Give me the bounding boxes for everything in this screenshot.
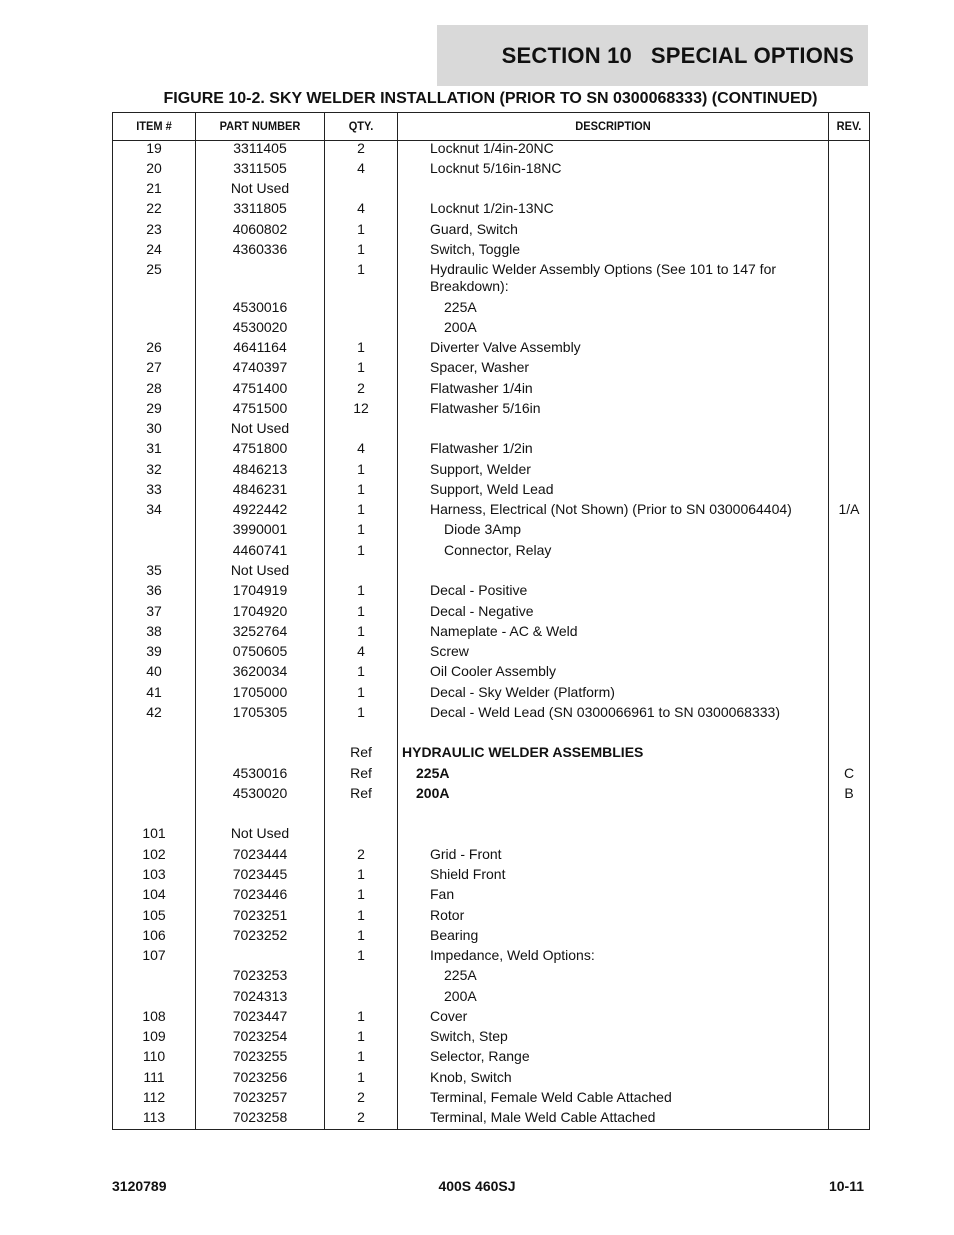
description-cell: Guard, Switch bbox=[430, 221, 518, 237]
header-rev: REV. bbox=[836, 119, 862, 133]
part-number-cell: 7023254 bbox=[232, 1028, 288, 1044]
description-cell: Decal - Sky Welder (Platform) bbox=[430, 684, 615, 700]
header-item: ITEM # bbox=[136, 119, 172, 133]
qty-cell: 1 bbox=[357, 927, 365, 943]
qty-cell: 1 bbox=[357, 947, 365, 963]
qty-cell: 1 bbox=[357, 684, 365, 700]
table-row bbox=[113, 603, 869, 623]
part-number-cell: 4846213 bbox=[232, 461, 288, 477]
qty-cell: 1 bbox=[357, 1069, 365, 1085]
table-row bbox=[113, 200, 869, 220]
description-cell: Nameplate - AC & Weld bbox=[430, 623, 578, 639]
model-name: 400S 460SJ bbox=[438, 1178, 516, 1194]
qty-cell: 4 bbox=[357, 643, 365, 659]
item-cell: 24 bbox=[146, 241, 162, 257]
part-number-cell: 3990001 bbox=[232, 521, 288, 537]
description-cell: Support, Welder bbox=[430, 461, 531, 477]
table-row bbox=[113, 521, 869, 541]
part-number-cell: 3620034 bbox=[232, 663, 288, 679]
qty-cell: 1 bbox=[357, 623, 365, 639]
table-row bbox=[113, 562, 869, 582]
qty-cell: 4 bbox=[357, 160, 365, 176]
part-number-cell: 1705305 bbox=[232, 704, 288, 720]
table-row bbox=[113, 1028, 869, 1048]
part-number-cell: 7023446 bbox=[232, 886, 288, 902]
doc-number: 3120789 bbox=[112, 1178, 167, 1194]
item-cell: 23 bbox=[146, 221, 162, 237]
table-row bbox=[113, 623, 869, 643]
section-title: SECTION 10 SPECIAL OPTIONS bbox=[501, 42, 854, 68]
part-number-cell: 4530016 bbox=[232, 299, 288, 315]
item-cell: 31 bbox=[146, 440, 162, 456]
description-cell: Oil Cooler Assembly bbox=[430, 663, 557, 679]
item-cell: 29 bbox=[146, 400, 162, 416]
section-header bbox=[437, 25, 868, 86]
part-number-cell: 1704919 bbox=[232, 582, 288, 598]
table-row bbox=[113, 319, 869, 339]
qty-cell: 2 bbox=[357, 140, 365, 156]
description-cell: HYDRAULIC WELDER ASSEMBLIES bbox=[402, 744, 644, 760]
qty-cell: 2 bbox=[357, 846, 365, 862]
item-cell: 22 bbox=[146, 200, 162, 216]
qty-cell: 4 bbox=[357, 440, 365, 456]
description-cell: Hydraulic Welder Assembly Options (See 101 to 147 for Breakdown): bbox=[430, 261, 777, 294]
part-number-cell: 3311505 bbox=[233, 160, 287, 176]
table-row bbox=[113, 261, 869, 294]
qty-cell: 1 bbox=[357, 663, 365, 679]
table-row bbox=[113, 643, 869, 663]
qty-cell: 1 bbox=[357, 886, 365, 902]
part-number-cell: Not Used bbox=[230, 420, 290, 436]
item-cell: 32 bbox=[146, 461, 162, 477]
description-cell: Screw bbox=[430, 643, 469, 659]
table-row bbox=[113, 359, 869, 379]
table-row bbox=[113, 440, 869, 460]
item-cell: 101 bbox=[142, 825, 166, 841]
description-cell: Spacer, Washer bbox=[430, 359, 530, 375]
table-row bbox=[113, 339, 869, 359]
item-cell: 106 bbox=[142, 927, 166, 943]
item-cell: 26 bbox=[146, 339, 162, 355]
rev-cell: C bbox=[843, 765, 855, 781]
item-cell: 20 bbox=[146, 160, 162, 176]
description-cell: Support, Weld Lead bbox=[430, 481, 554, 497]
item-cell: 109 bbox=[142, 1028, 166, 1044]
description-cell: Cover bbox=[430, 1008, 468, 1024]
part-number-cell: 7023251 bbox=[232, 907, 288, 923]
item-cell: 42 bbox=[146, 704, 162, 720]
part-number-cell: 7023447 bbox=[232, 1008, 288, 1024]
qty-cell: 2 bbox=[357, 1109, 365, 1125]
table-row bbox=[113, 988, 869, 1008]
table-row bbox=[113, 663, 869, 683]
qty-cell: 1 bbox=[357, 1028, 365, 1044]
qty-cell: 1 bbox=[357, 241, 365, 257]
table-row bbox=[113, 927, 869, 947]
qty-cell: Ref bbox=[350, 765, 372, 781]
part-number-cell: 4530020 bbox=[232, 319, 288, 335]
item-cell: 38 bbox=[146, 623, 162, 639]
table-row bbox=[113, 967, 869, 987]
part-number-cell: 7023444 bbox=[232, 846, 288, 862]
qty-cell: 1 bbox=[357, 542, 365, 558]
item-cell: 25 bbox=[146, 261, 162, 277]
part-number-cell: 7023445 bbox=[232, 866, 288, 882]
table-row bbox=[113, 299, 869, 319]
qty-cell: 1 bbox=[357, 461, 365, 477]
qty-cell: 1 bbox=[357, 1048, 365, 1064]
description-cell: Bearing bbox=[430, 927, 479, 943]
table-row bbox=[113, 180, 869, 200]
qty-cell: 12 bbox=[353, 400, 369, 416]
description-cell: Flatwasher 1/4in bbox=[430, 380, 533, 396]
description-cell: Locknut 1/4in-20NC bbox=[430, 140, 554, 156]
description-cell: Decal - Positive bbox=[430, 582, 528, 598]
table-row bbox=[113, 825, 869, 845]
table-row bbox=[113, 241, 869, 261]
part-number-cell: 4460741 bbox=[232, 542, 288, 558]
table-row bbox=[113, 221, 869, 241]
description-cell: Diode 3Amp bbox=[444, 521, 522, 537]
description-cell: 200A bbox=[444, 988, 477, 1004]
figure-title: FIGURE 10-2. SKY WELDER INSTALLATION (PRIOR TO SN 0300068333) (CONTINUED) bbox=[163, 90, 818, 107]
table-row bbox=[113, 501, 869, 521]
qty-cell: 1 bbox=[357, 221, 365, 237]
description-cell: Decal - Negative bbox=[430, 603, 534, 619]
table-row bbox=[113, 744, 869, 764]
description-cell: 200A bbox=[416, 785, 450, 801]
table-row bbox=[113, 785, 869, 805]
table-row bbox=[113, 846, 869, 866]
description-cell: Locknut 1/2in-13NC bbox=[430, 200, 554, 216]
item-cell: 102 bbox=[142, 846, 166, 862]
qty-cell: 1 bbox=[357, 704, 365, 720]
description-cell: Diverter Valve Assembly bbox=[430, 339, 581, 355]
table-row bbox=[113, 1008, 869, 1028]
qty-cell: 1 bbox=[357, 603, 365, 619]
item-cell: 103 bbox=[142, 866, 166, 882]
item-cell: 41 bbox=[146, 684, 162, 700]
part-number-cell: 7023256 bbox=[232, 1069, 288, 1085]
item-cell: 35 bbox=[146, 562, 162, 578]
table-row bbox=[113, 1089, 869, 1109]
item-cell: 40 bbox=[146, 663, 162, 679]
part-number-cell: 7023252 bbox=[232, 927, 288, 943]
description-cell: 225A bbox=[444, 299, 477, 315]
description-cell: 225A bbox=[416, 765, 450, 781]
description-cell: Switch, Toggle bbox=[430, 241, 521, 257]
part-number-cell: 7023255 bbox=[232, 1048, 288, 1064]
qty-cell: Ref bbox=[350, 785, 372, 801]
item-cell: 113 bbox=[142, 1109, 166, 1125]
qty-cell: 1 bbox=[357, 521, 365, 537]
qty-cell: 1 bbox=[357, 1008, 365, 1024]
part-number-cell: 7023257 bbox=[232, 1089, 288, 1105]
description-cell: 225A bbox=[444, 967, 477, 983]
part-number-cell: 4360336 bbox=[232, 241, 288, 257]
part-number-cell: Not Used bbox=[230, 825, 290, 841]
description-cell: Flatwasher 5/16in bbox=[430, 400, 541, 416]
qty-cell: Ref bbox=[350, 744, 372, 760]
part-number-cell: Not Used bbox=[230, 180, 290, 196]
qty-cell: 1 bbox=[357, 339, 365, 355]
item-cell: 105 bbox=[142, 907, 166, 923]
qty-cell: 1 bbox=[357, 907, 365, 923]
table-row bbox=[113, 704, 869, 724]
description-cell: Connector, Relay bbox=[444, 542, 552, 558]
item-cell: 104 bbox=[142, 886, 166, 902]
part-number-cell: 4641164 bbox=[233, 339, 287, 355]
item-cell: 110 bbox=[142, 1048, 166, 1064]
part-number-cell: 4846231 bbox=[232, 481, 288, 497]
item-cell: 19 bbox=[146, 140, 162, 156]
qty-cell: 1 bbox=[357, 481, 365, 497]
page-number: 10-11 bbox=[828, 1178, 864, 1194]
item-cell: 33 bbox=[146, 481, 162, 497]
description-cell: Harness, Electrical (Not Shown) (Prior to SN 0300064404) bbox=[430, 501, 792, 517]
part-number-cell: 3311805 bbox=[233, 200, 287, 216]
description-cell: Locknut 5/16in-18NC bbox=[430, 160, 562, 176]
qty-cell: 2 bbox=[357, 380, 365, 396]
description-cell: Flatwasher 1/2in bbox=[430, 440, 533, 456]
description-cell: Rotor bbox=[430, 907, 465, 923]
description-cell: Decal - Weld Lead (SN 0300066961 to SN 0300068333) bbox=[430, 704, 780, 720]
item-cell: 28 bbox=[146, 380, 162, 396]
qty-cell: 1 bbox=[357, 582, 365, 598]
table-row bbox=[113, 380, 869, 400]
description-cell: Knob, Switch bbox=[430, 1069, 512, 1085]
table-row bbox=[113, 765, 869, 785]
item-cell: 107 bbox=[142, 947, 166, 963]
description-cell: 200A bbox=[444, 319, 477, 335]
table-row bbox=[113, 160, 869, 180]
item-cell: 111 bbox=[143, 1069, 165, 1085]
table-row bbox=[113, 886, 869, 906]
table-row bbox=[113, 461, 869, 481]
part-number-cell: 0750605 bbox=[232, 643, 288, 659]
description-cell: Selector, Range bbox=[430, 1048, 530, 1064]
table-row bbox=[113, 866, 869, 886]
table-row bbox=[113, 140, 869, 160]
item-cell: 37 bbox=[146, 603, 162, 619]
parts-table bbox=[112, 112, 870, 1130]
table-row bbox=[113, 1109, 869, 1129]
item-cell: 30 bbox=[146, 420, 162, 436]
description-cell: Terminal, Female Weld Cable Attached bbox=[430, 1089, 672, 1105]
table-row bbox=[113, 400, 869, 420]
part-number-cell: 7024313 bbox=[232, 988, 288, 1004]
part-number-cell: 4922442 bbox=[232, 501, 288, 517]
rev-cell: 1/A bbox=[838, 501, 860, 517]
qty-cell: 4 bbox=[357, 200, 365, 216]
table-row bbox=[113, 947, 869, 967]
item-cell: 34 bbox=[146, 501, 162, 517]
header-part-number: PART NUMBER bbox=[219, 119, 301, 133]
table-row bbox=[113, 582, 869, 602]
part-number-cell: 4751800 bbox=[232, 440, 288, 456]
part-number-cell: 4740397 bbox=[232, 359, 288, 375]
part-number-cell: 3252764 bbox=[232, 623, 288, 639]
item-cell: 27 bbox=[146, 359, 162, 375]
part-number-cell: 3311405 bbox=[233, 140, 287, 156]
table-row bbox=[113, 1048, 869, 1068]
part-number-cell: 4060802 bbox=[232, 221, 288, 237]
rev-cell: B bbox=[844, 785, 854, 801]
header-qty: QTY. bbox=[348, 119, 374, 133]
table-row bbox=[113, 684, 869, 704]
qty-cell: 2 bbox=[357, 1089, 365, 1105]
part-number-cell: 4751500 bbox=[232, 400, 288, 416]
description-cell: Switch, Step bbox=[430, 1028, 508, 1044]
part-number-cell: 4530016 bbox=[232, 765, 288, 781]
description-cell: Fan bbox=[430, 886, 455, 902]
part-number-cell: 1704920 bbox=[232, 603, 288, 619]
description-cell: Grid - Front bbox=[430, 846, 502, 862]
table-row bbox=[113, 907, 869, 927]
qty-cell: 1 bbox=[357, 501, 365, 517]
part-number-cell: 7023258 bbox=[232, 1109, 288, 1125]
qty-cell: 1 bbox=[357, 359, 365, 375]
item-cell: 36 bbox=[146, 582, 162, 598]
item-cell: 112 bbox=[142, 1089, 166, 1105]
description-cell: Shield Front bbox=[430, 866, 506, 882]
part-number-cell: 4751400 bbox=[232, 380, 288, 396]
description-cell: Impedance, Weld Options: bbox=[430, 947, 595, 963]
part-number-cell: Not Used bbox=[230, 562, 290, 578]
item-cell: 21 bbox=[146, 180, 162, 196]
table-row bbox=[113, 420, 869, 440]
item-cell: 108 bbox=[142, 1008, 166, 1024]
table-row bbox=[113, 542, 869, 562]
description-cell: Terminal, Male Weld Cable Attached bbox=[430, 1109, 656, 1125]
qty-cell: 1 bbox=[357, 866, 365, 882]
part-number-cell: 4530020 bbox=[232, 785, 288, 801]
qty-cell: 1 bbox=[357, 261, 365, 277]
table-row bbox=[113, 1069, 869, 1089]
part-number-cell: 7023253 bbox=[232, 967, 288, 983]
header-description: DESCRIPTION bbox=[575, 119, 651, 133]
part-number-cell: 1705000 bbox=[232, 684, 288, 700]
item-cell: 39 bbox=[146, 643, 162, 659]
table-row bbox=[113, 481, 869, 501]
